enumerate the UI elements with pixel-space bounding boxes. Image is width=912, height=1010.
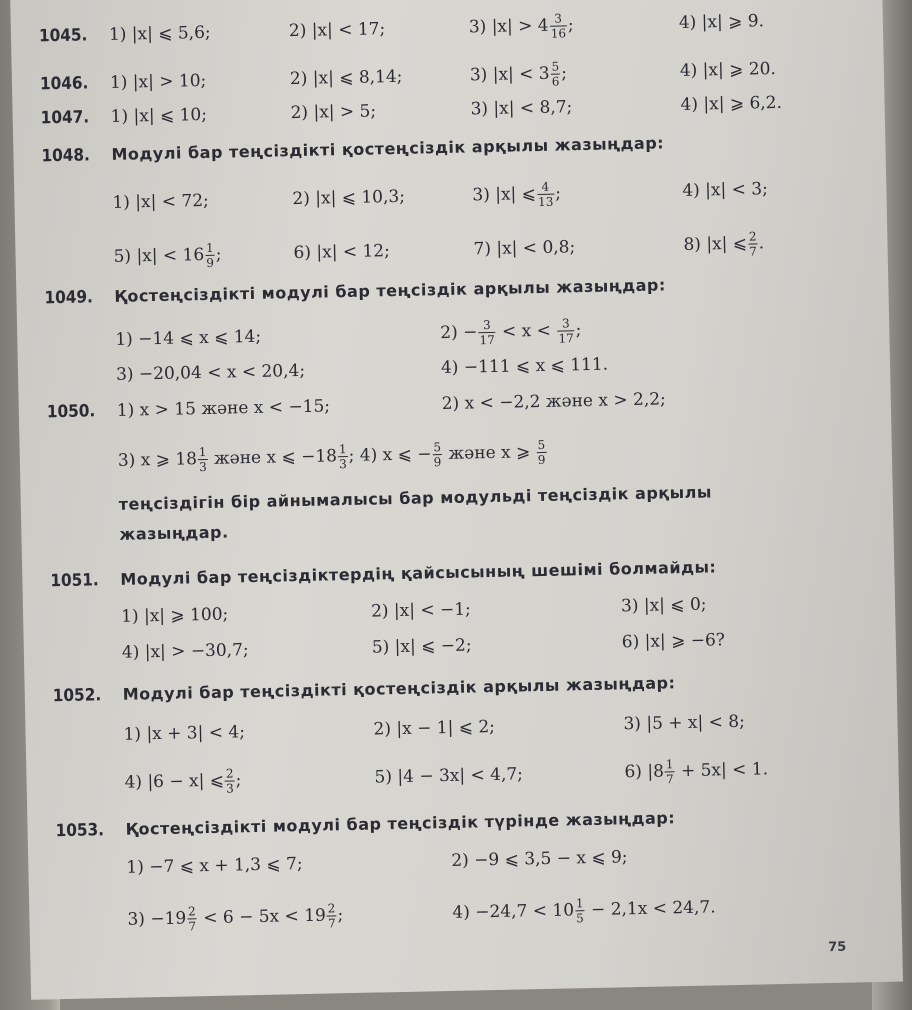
fraction <box>198 445 208 474</box>
item-fraction <box>469 10 574 42</box>
item-fraction <box>452 892 716 928</box>
item-text: 3) x ⩾ 18 <box>117 449 198 471</box>
item-fraction <box>683 228 764 260</box>
item-text: 3) |x| > 4 <box>468 15 549 38</box>
item: 1) |x| > 10; <box>109 70 207 93</box>
numerator: 3 <box>549 11 567 26</box>
item: 3) −20,04 < x < 20,4; <box>115 360 306 385</box>
denominator: 9 <box>206 255 215 270</box>
fraction <box>225 766 235 795</box>
item: 2) |x − 1| ⩽ 2; <box>373 717 496 740</box>
item: 1) |x| ⩽ 10; <box>110 104 208 127</box>
item-text: және x ⩾ <box>448 442 531 464</box>
item: 2) |x| < −1; <box>370 599 472 622</box>
task-text: Модулі бар теңсіздікті қостеңсіздік арқылы жазыңдар: <box>122 673 676 704</box>
item: 5) |x| ⩽ −2; <box>371 635 472 658</box>
numerator: 2 <box>187 904 196 919</box>
problem-number: 1046. <box>39 73 89 95</box>
numerator: 1 <box>575 896 584 911</box>
item: 3) |5 + x| < 8; <box>623 711 746 735</box>
item-text: ; <box>235 770 242 791</box>
item: 3) |x| ⩽ 0; <box>620 594 707 617</box>
item: 2) −9 ⩽ 3,5 − x ⩽ 9; <box>451 847 628 871</box>
item: 1) −14 ⩽ x ⩽ 14; <box>115 326 262 350</box>
numerator: 1 <box>665 757 674 772</box>
denominator: 3 <box>226 781 234 796</box>
item-fraction <box>470 58 568 90</box>
problem-1046 <box>39 58 777 99</box>
item-fraction <box>118 437 548 476</box>
item-text: − 2,1x < 24,7. <box>590 897 716 921</box>
item: 4) |x| ⩾ 9. <box>678 11 765 33</box>
item-text: 4) −24,7 < 10 <box>452 900 575 923</box>
denominator: 16 <box>550 26 567 41</box>
numerator: 5 <box>433 440 442 455</box>
numerator: 2 <box>748 229 757 244</box>
fraction <box>748 229 758 258</box>
page-content <box>38 5 839 934</box>
task-text: Қостеңсіздікті модулі бар теңсіздік арқылы жазыңдар: <box>114 275 666 306</box>
task-text: жазыңдар. <box>119 522 229 544</box>
numerator: 1 <box>198 444 207 460</box>
item-text: < 6 − 5x < 19 <box>203 905 327 929</box>
item-text: ; <box>215 244 222 265</box>
problem-number: 1051. <box>50 570 99 592</box>
fraction <box>665 757 675 786</box>
item-text: 5) |x| < 16 <box>113 244 205 267</box>
numerator: 3 <box>557 316 575 331</box>
item-text: 8) |x| ⩽ <box>683 233 748 255</box>
problem-1053-row1 <box>56 847 628 884</box>
item-text: ; <box>575 320 582 341</box>
item: 1) −7 ⩽ x + 1,3 ⩽ 7; <box>126 854 303 878</box>
problem-number: 1045. <box>38 25 88 47</box>
item-fraction <box>472 179 561 211</box>
item: 2) |x| < 17; <box>288 19 386 42</box>
numerator: 5 <box>537 437 546 453</box>
item: 2) x < −2,2 және x > 2,2; <box>441 389 667 415</box>
fraction <box>327 901 337 930</box>
task-text: Қостеңсіздікті модулі бар теңсіздік түрінде жазыңдар: <box>125 808 676 839</box>
denominator: 7 <box>327 916 336 931</box>
problem-1045 <box>38 11 765 51</box>
numerator: 2 <box>225 766 234 781</box>
page-number: 75 <box>827 939 847 956</box>
denominator: 17 <box>558 331 574 346</box>
item-fraction <box>113 240 222 272</box>
fraction <box>478 318 496 347</box>
problem-1051-task <box>50 557 717 596</box>
fraction <box>557 316 575 345</box>
fraction <box>575 896 585 925</box>
problem-number: 1047. <box>40 107 90 129</box>
denominator: 5 <box>576 911 584 926</box>
problem-1052-row2 <box>54 757 769 799</box>
item: 1) |x| < 72; <box>112 190 209 213</box>
denominator: 17 <box>479 332 495 348</box>
task-text: Модулі бар теңсіздіктердің қайсысының шешімі болмайды: <box>120 557 717 589</box>
denominator: 9 <box>433 455 442 470</box>
item-text: ; <box>567 15 574 36</box>
problem-1053-row2 <box>57 896 716 936</box>
fraction <box>537 180 555 209</box>
item-fraction <box>127 900 343 935</box>
fraction <box>205 241 215 270</box>
numerator: 4 <box>537 180 555 195</box>
problem-1051-row1 <box>51 594 707 633</box>
problem-1052-row1 <box>53 711 746 751</box>
item-text: 2) − <box>440 322 478 344</box>
item-fraction <box>124 765 241 797</box>
item: 1) |x + 3| < 4; <box>123 722 246 745</box>
denominator: 7 <box>188 919 197 934</box>
item-text: 4) |6 − x| ⩽ <box>124 770 225 793</box>
item-text: . <box>758 233 765 254</box>
fraction <box>432 440 442 469</box>
item-text: және x ⩽ −18 <box>213 446 338 469</box>
numerator: 2 <box>327 901 336 916</box>
item-fraction <box>624 754 768 787</box>
problem-1049-row1 <box>45 316 582 356</box>
numerator: 1 <box>205 240 214 255</box>
problem-1047 <box>40 92 783 133</box>
item: 6) |x| < 12; <box>293 241 391 264</box>
problem-1050-row2 <box>48 437 546 477</box>
numerator: 3 <box>478 318 496 333</box>
item: 2) |x| ⩽ 10,3; <box>292 186 406 210</box>
problem-1048-task <box>41 133 665 171</box>
denominator: 9 <box>537 452 546 468</box>
problem-1053-task <box>55 808 676 846</box>
task-text: теңсіздігін бір айнымалысы бар модульді теңсіздік арқылы <box>118 482 712 514</box>
item-text: 6) |8 <box>624 761 665 783</box>
item-text: ; 4) x ⩽ − <box>348 444 432 467</box>
item-text: + 5x| < 1. <box>680 759 769 782</box>
fraction <box>187 904 197 933</box>
problem-number: 1052. <box>52 685 102 707</box>
item: 1) |x| ⩾ 100; <box>120 604 229 627</box>
problem-1049-task <box>44 275 666 313</box>
problem-1048-row2 <box>43 229 765 273</box>
item: 4) |x| ⩾ 6,2. <box>680 92 783 115</box>
problem-1052-task <box>52 673 676 711</box>
fraction <box>550 59 560 88</box>
problem-1050-row4 <box>49 521 229 551</box>
item-text: 3) |x| < 3 <box>469 63 550 86</box>
item-text: ; <box>555 183 562 204</box>
item: 4) |x| < 3; <box>682 179 769 201</box>
item: 4) |x| ⩾ 20. <box>679 58 777 81</box>
denominator: 6 <box>551 74 560 89</box>
problem-1050-row3 <box>49 482 712 521</box>
item: 3) |x| < 8,7; <box>470 97 573 120</box>
problem-1048-row1 <box>42 179 769 219</box>
item-text: < x < <box>501 320 552 342</box>
item: 1) |x| ⩽ 5,6; <box>108 22 211 45</box>
item-fraction <box>440 315 582 348</box>
item: 2) |x| > 5; <box>290 101 377 124</box>
item: 4) |x| > −30,7; <box>121 640 249 663</box>
item: 5) |4 − 3x| < 4,7; <box>374 764 524 788</box>
item-text: ; <box>561 63 568 84</box>
problem-number: 1050. <box>46 401 96 423</box>
denominator: 7 <box>665 772 674 787</box>
numerator: 1 <box>338 442 347 457</box>
numerator: 5 <box>551 59 560 74</box>
denominator: 13 <box>537 194 554 209</box>
fraction <box>338 442 348 471</box>
fraction <box>549 11 567 40</box>
item: 4) −111 ⩽ x ⩽ 111. <box>440 354 609 379</box>
item-text: 3) |x| ⩽ <box>472 184 537 206</box>
item: 1) x > 15 және x < −15; <box>116 396 331 421</box>
textbook-page <box>10 0 903 1000</box>
denominator: 3 <box>339 457 347 472</box>
item-text: ; <box>337 905 344 926</box>
item-text: 3) −19 <box>127 908 187 930</box>
item: 6) |x| ⩾ −6? <box>621 630 726 653</box>
problem-1049-row2 <box>46 354 609 391</box>
denominator: 3 <box>199 459 207 475</box>
task-text: Модулі бар теңсіздікті қостеңсіздік арқылы жазыңдар: <box>111 133 665 164</box>
problem-number: 1048. <box>41 145 91 167</box>
item: 7) |x| < 0,8; <box>473 237 576 260</box>
problem-number: 1049. <box>44 287 94 309</box>
item: 2) |x| ⩽ 8,14; <box>289 66 403 90</box>
problem-1051-row2 <box>52 630 726 669</box>
problem-1050-row1 <box>46 389 667 427</box>
denominator: 7 <box>749 244 757 259</box>
problem-number: 1053. <box>55 820 105 842</box>
fraction <box>536 438 546 467</box>
